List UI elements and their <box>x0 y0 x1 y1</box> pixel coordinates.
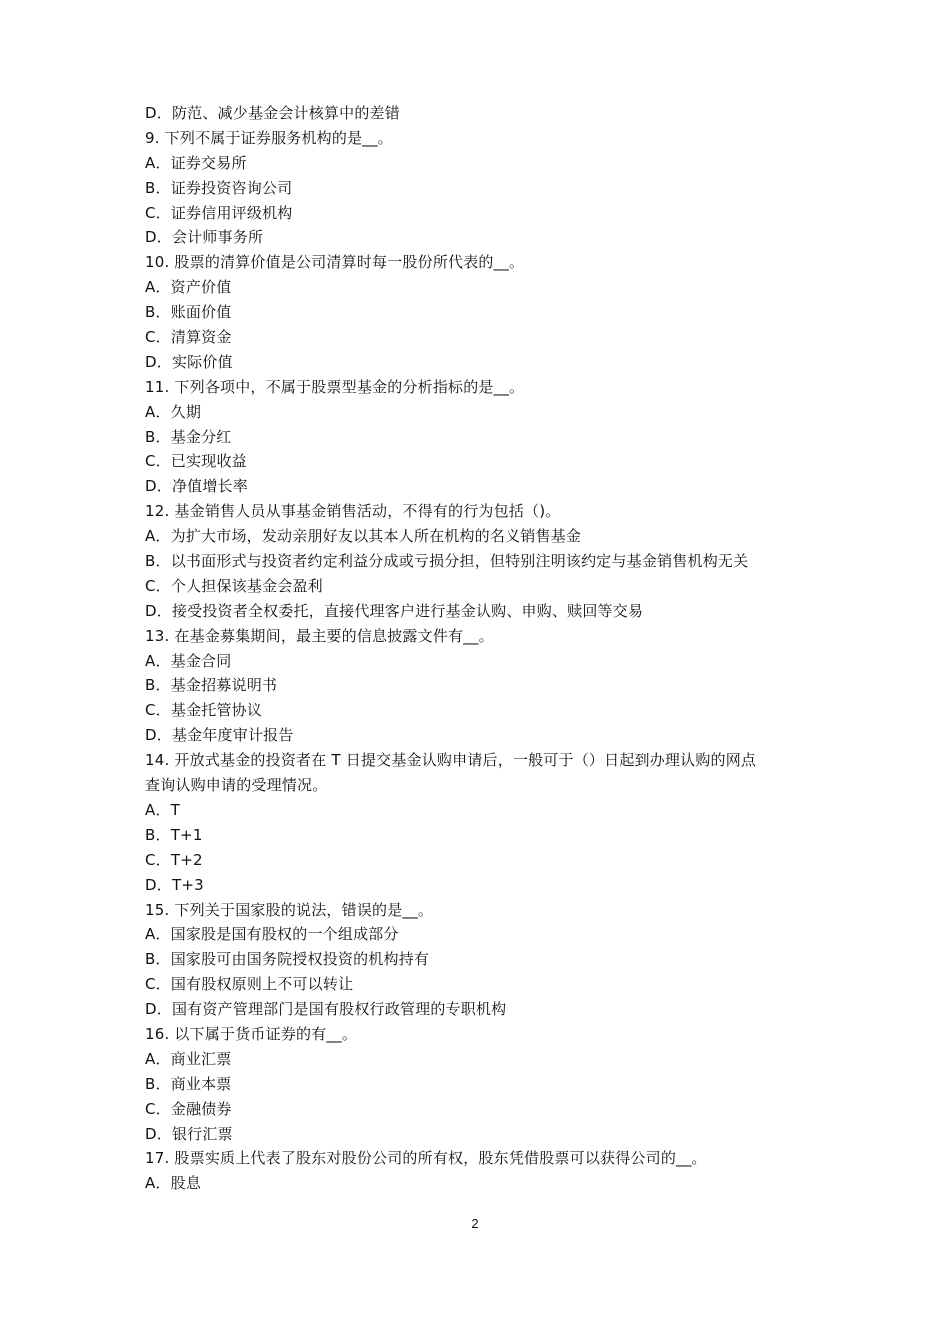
option-line: D．会计师事务所 <box>145 228 264 247</box>
option-line: A．证券交易所 <box>145 153 247 172</box>
option-line: B．以书面形式与投资者约定利益分成或亏损分担，但特别注明该约定与基金销售机构无关 <box>145 552 749 571</box>
question-line: 16. 以下属于货币证券的有__。 <box>145 1024 358 1043</box>
option-line: D．银行汇票 <box>145 1124 233 1143</box>
option-line: A．为扩大市场，发动亲朋好友以其本人所在机构的名义销售基金 <box>145 527 582 546</box>
question-line: 17. 股票实质上代表了股东对股份公司的所有权，股东凭借股票可以获得公司的__。 <box>145 1149 707 1168</box>
question-line: 9. 下列不属于证券服务机构的是__。 <box>145 128 393 147</box>
question-line: 15. 下列关于国家股的说法，错误的是__。 <box>145 900 434 919</box>
option-line: C．基金托管协议 <box>145 701 263 720</box>
option-line: B．商业本票 <box>145 1074 232 1093</box>
option-line: D．国有资产管理部门是国有股权行政管理的专职机构 <box>145 1000 507 1019</box>
option-line: B．基金分红 <box>145 427 232 446</box>
option-line: B．基金招募说明书 <box>145 676 278 695</box>
option-line: A．商业汇票 <box>145 1049 232 1068</box>
option-line: A．国家股是国有股权的一个组成部分 <box>145 925 399 944</box>
option-line: B．证券投资咨询公司 <box>145 178 293 197</box>
option-line: D．防范、减少基金会计核算中的差错 <box>145 104 400 122</box>
option-line: B．国家股可由国务院授权投资的机构持有 <box>145 950 430 969</box>
document-body <box>145 101 825 1196</box>
question-line: 10. 股票的清算价值是公司清算时每一股份所代表的__。 <box>145 253 525 272</box>
question-line: 12. 基金销售人员从事基金销售活动，不得有的行为包括（)。 <box>145 502 561 521</box>
option-line: A．股息 <box>145 1174 202 1193</box>
option-line: B．账面价值 <box>145 303 232 322</box>
option-line: D．接受投资者全权委托，直接代理客户进行基金认购、申购、赎回等交易 <box>145 601 644 620</box>
option-line: A．久期 <box>145 402 202 421</box>
option-line: C．国有股权原则上不可以转让 <box>145 975 354 994</box>
option-line: D．实际价值 <box>145 352 233 371</box>
question-line: 14. 开放式基金的投资者在 T 日提交基金认购申请后，一般可于（）日起到办理认购的网点 <box>145 751 757 770</box>
text-line: 查询认购申请的受理情况。 <box>145 776 328 795</box>
option-line: A．基金合同 <box>145 651 232 670</box>
option-line: C．清算资金 <box>145 328 232 347</box>
question-line: 11. 下列各项中，不属于股票型基金的分析指标的是__。 <box>145 377 525 396</box>
question-line: 13. 在基金募集期间，最主要的信息披露文件有__。 <box>145 626 494 645</box>
option-line: A．T <box>145 800 181 819</box>
page-number: 2 <box>471 1216 479 1231</box>
option-line: C．已实现收益 <box>145 452 247 471</box>
option-line: D．T+3 <box>145 875 204 894</box>
option-line: A．资产价值 <box>145 278 232 297</box>
option-line: C．金融债券 <box>145 1099 232 1118</box>
option-line: D．净值增长率 <box>145 477 248 496</box>
option-line: B．T+1 <box>145 825 203 844</box>
option-line: D．基金年度审计报告 <box>145 726 294 745</box>
option-line: C．证券信用评级机构 <box>145 203 293 222</box>
option-line: C．个人担保该基金会盈利 <box>145 576 323 595</box>
option-line: C．T+2 <box>145 850 203 869</box>
